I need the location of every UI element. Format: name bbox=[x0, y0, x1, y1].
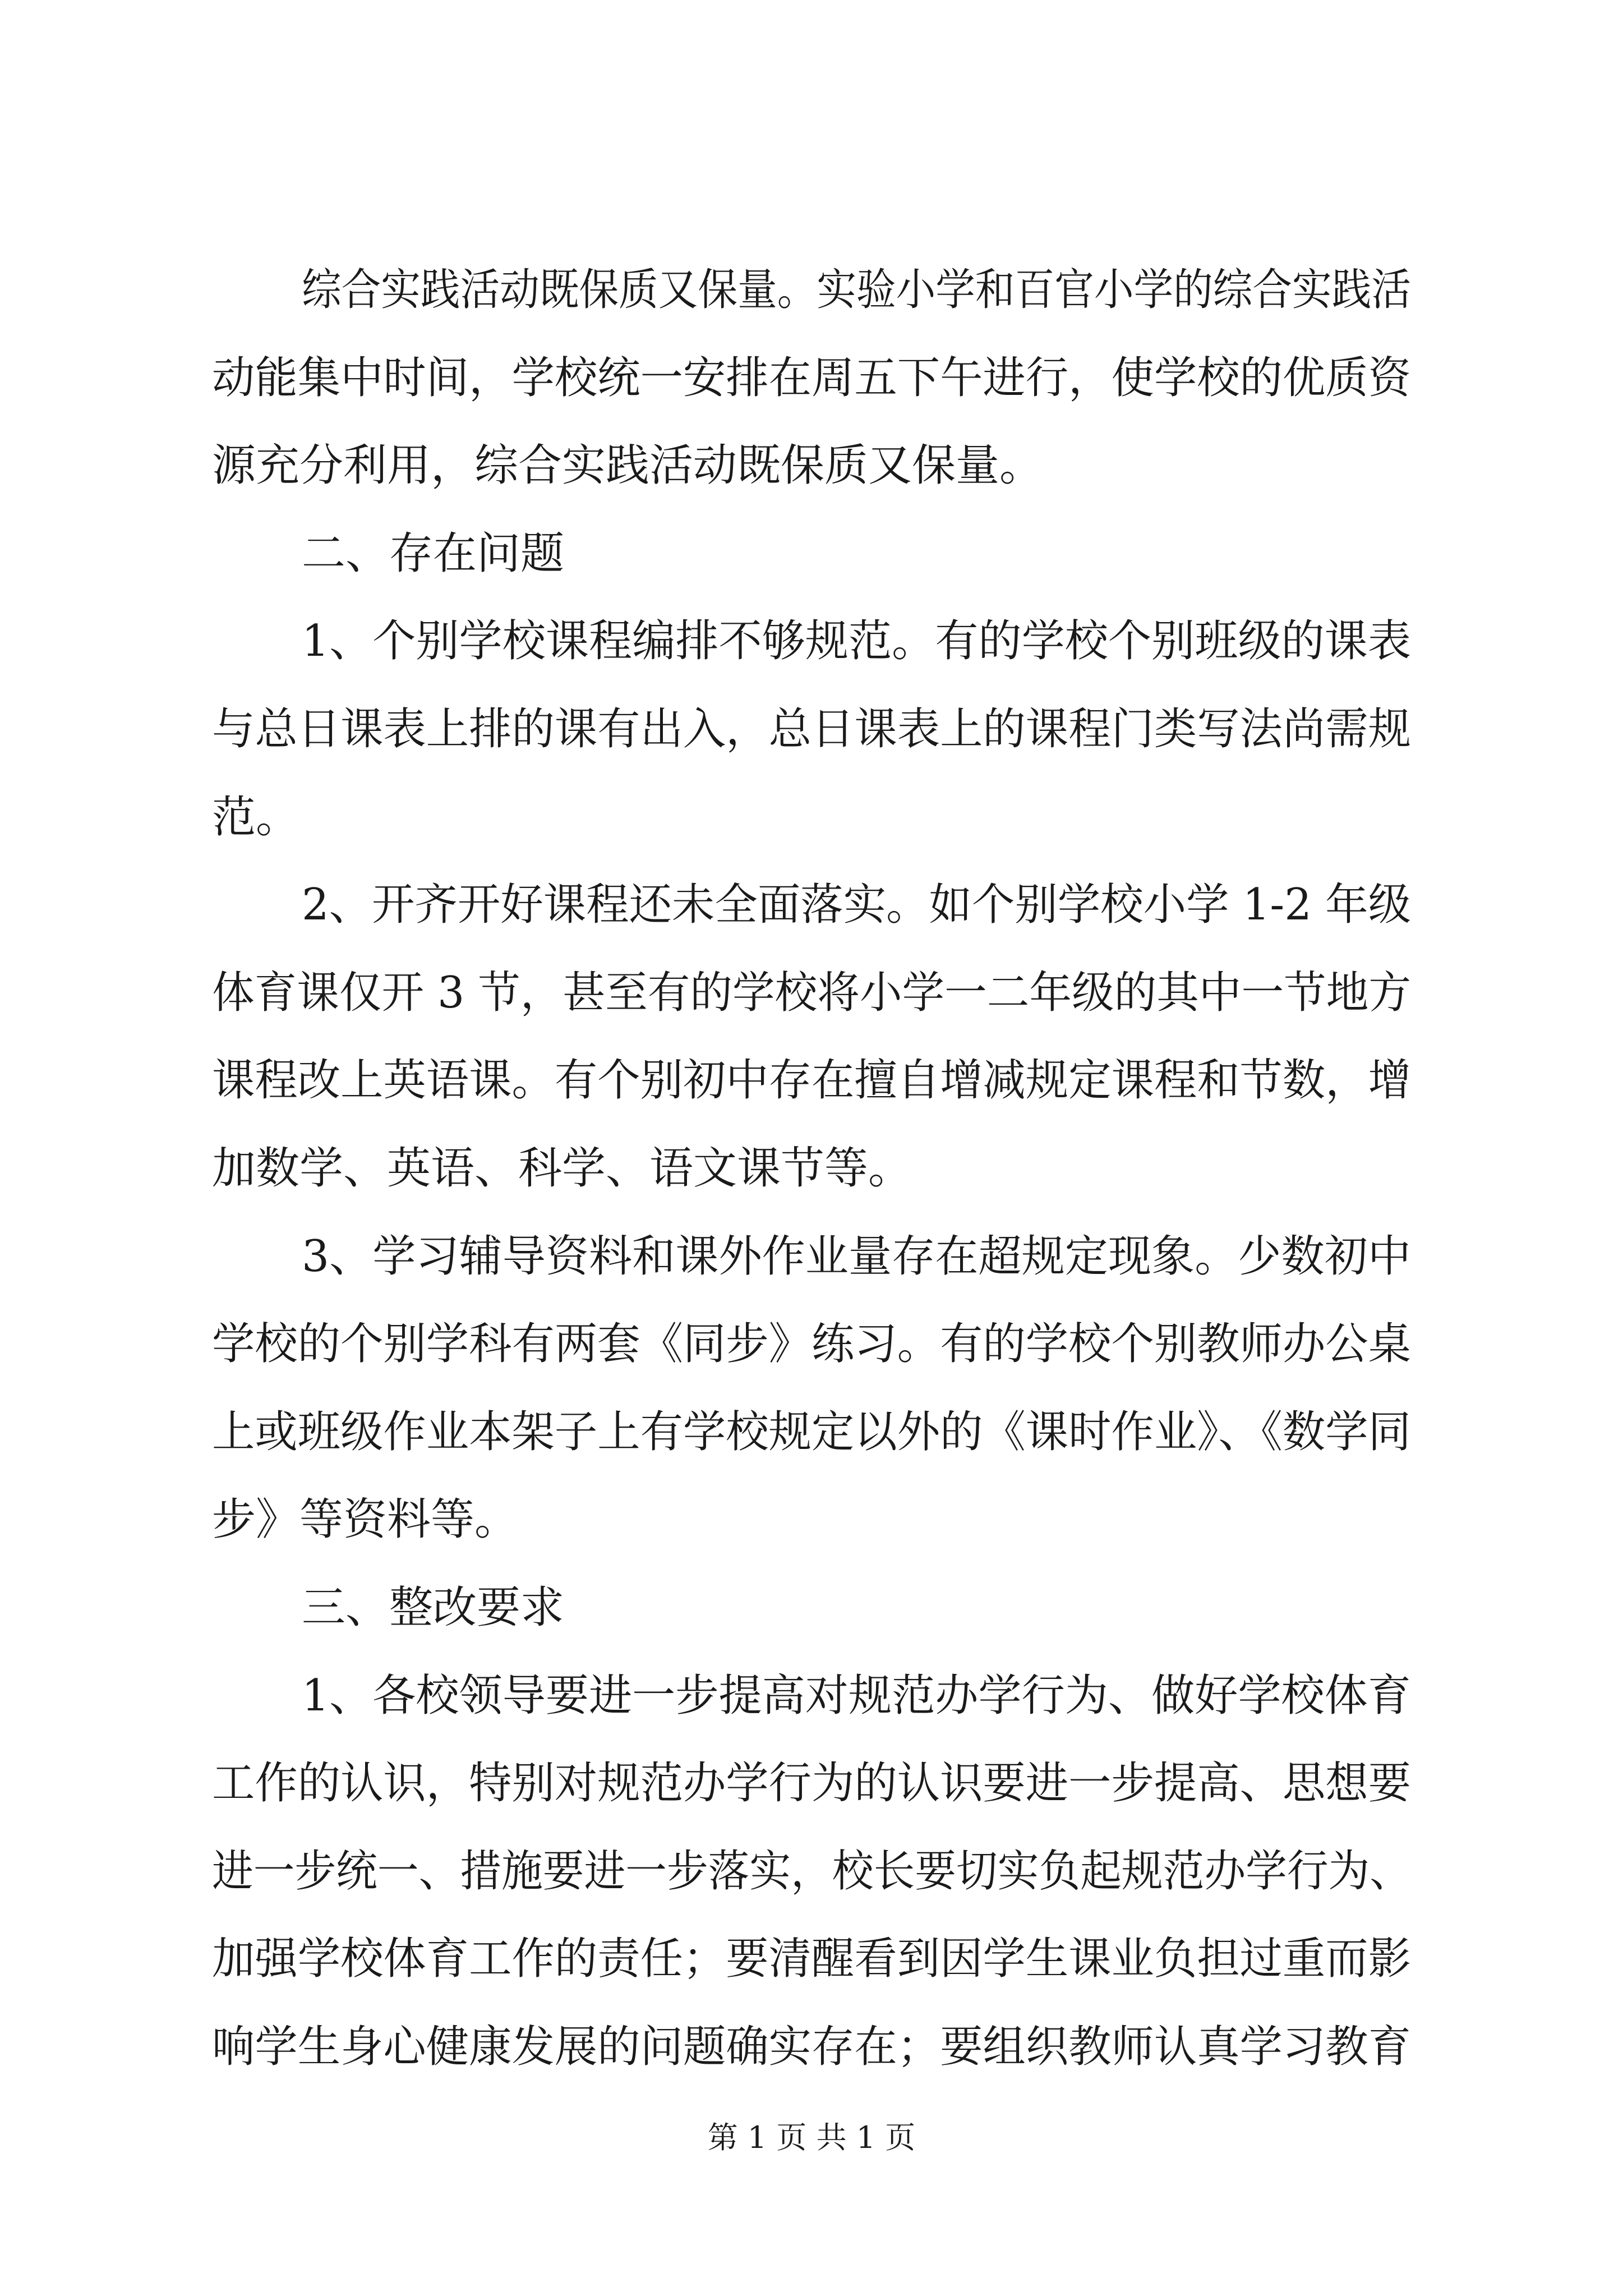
paragraph-line: 上或班级作业本架子上有学校规定以外的《课时作业》、《数学同 bbox=[212, 1407, 1411, 1457]
paragraph-line: 综合实践活动既保质又保量。实验小学和百官小学的综合实践活 bbox=[302, 265, 1411, 315]
paragraph-line: 步》等资料等。 bbox=[212, 1494, 519, 1545]
paragraph-line: 加强学校体育工作的责任；要清醒看到因学生课业负担过重而影 bbox=[212, 1934, 1411, 1984]
paragraph-line: 源充分利用，综合实践活动既保质又保量。 bbox=[212, 440, 1044, 491]
section-heading: 二、存在问题 bbox=[302, 528, 565, 579]
paragraph-line: 进一步统一、措施要进一步落实，校长要切实负起规范办学行为、 bbox=[212, 1846, 1411, 1897]
paragraph-line: 范。 bbox=[212, 792, 300, 843]
paragraph-line: 1、个别学校课程编排不够规范。有的学校个别班级的课表 bbox=[302, 616, 1411, 666]
paragraph-line: 与总日课表上排的课有出入，总日课表上的课程门类写法尚需规 bbox=[212, 704, 1411, 754]
paragraph-line: 2、开齐开好课程还未全面落实。如个别学校小学 1-2 年级 bbox=[302, 880, 1411, 930]
paragraph-line: 课程改上英语课。有个别初中存在擅自增减规定课程和节数，增 bbox=[212, 1055, 1411, 1106]
paragraph-line: 体育课仅开 3 节，甚至有的学校将小学一二年级的其中一节地方 bbox=[212, 968, 1411, 1018]
paragraph-line: 动能集中时间，学校统一安排在周五下午进行，使学校的优质资 bbox=[212, 353, 1411, 403]
page-footer: 第 1 页 共 1 页 bbox=[707, 2120, 916, 2155]
paragraph-line: 工作的认识，特别对规范办学行为的认识要进一步提高、思想要 bbox=[212, 1758, 1411, 1809]
paragraph-line: 1、各校领导要进一步提高对规范办学行为、做好学校体育 bbox=[302, 1671, 1411, 1721]
section-heading: 三、整改要求 bbox=[302, 1582, 565, 1633]
paragraph-line: 3、学习辅导资料和课外作业量存在超规定现象。少数初中 bbox=[302, 1231, 1411, 1282]
paragraph-line: 学校的个别学科有两套《同步》练习。有的学校个别教师办公桌 bbox=[212, 1319, 1411, 1369]
paragraph-line: 响学生身心健康发展的问题确实存在；要组织教师认真学习教育 bbox=[212, 2022, 1411, 2072]
paragraph-line: 加数学、英语、科学、语文课节等。 bbox=[212, 1143, 912, 1194]
